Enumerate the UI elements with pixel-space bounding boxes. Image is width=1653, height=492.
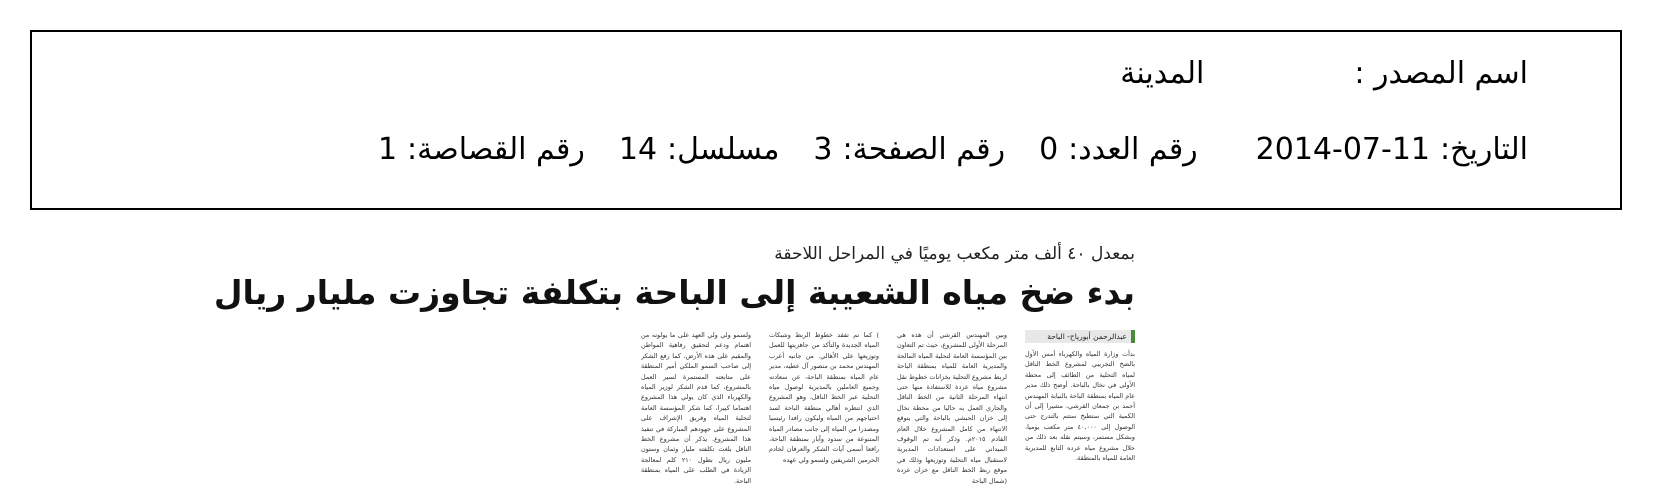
- date-label: التاريخ:: [1440, 132, 1528, 167]
- article-column-text: ولسمو ولي ولي العهد على ما يولونه من اهتمام ودعم لتحقيق رفاهية المواطن والمقيم على هذه الأرض، كما رفع الشكر إلى صاحب السمو الملكي أمير المنطقة على متابعته المستمرة لسير العمل بالمشروع، كما قدم الشكر لوزير المياه والكهرباء الذي كان يولي هذا المشروع اهتماما كبيرا، كما شكر المؤسسة العامة لتحلية المياه وفريق الإشراف على المشروع على جهودهم المباركة في تنفيذ هذا المشروع. يذكر أن مشروع الخط الناقل بلغت تكلفته مليار وثمان وستون مليون ريال بطول ٢١٠ كلم لمعالجة الزيادة في الطلب على المياه بمنطقة الباحة.: [641, 331, 751, 485]
- newspaper-clipping: [213, 238, 1135, 492]
- article-column-1: [1025, 330, 1135, 490]
- article-body: [530, 330, 1135, 492]
- article-column-3: [769, 330, 879, 490]
- article-headline: بدء ضخ مياه الشعيبة إلى الباحة بتكلفة تجاوزت مليار ريال: [213, 273, 1135, 312]
- article-column-4: [641, 330, 751, 490]
- clip-value: 1: [377, 132, 398, 167]
- article-column-text: وبين المهندس القرشي أن هذه هي المرحلة الأولى للمشروع، حيث تم التعاون بين المؤسسة العامة لتحلية المياه المالحة والمديرية العامة للمياه بمنطقة الباحة لربط مشروع التحلية بخزانات خطوط نقل مشروع مياه عردة للاستفادة منها حتى انتهاء المرحلة الثانية من الخط الناقل والجاري العمل به حاليا من محطة نخال إلى خزان الحبشي بالباحة والتي يتوقع الانتهاء من كامل المشروع خلال العام القادم ٢٠١٥م. وذكر أنه تم الوقوف الميداني على استعدادات المديرية لاستقبال مياه التحلية وتوزيعها وذلك في موقع ربط الخط الناقل مع خزان عردة (شمال الباحة: [897, 331, 1007, 485]
- article-column-2: [897, 330, 1007, 490]
- article-column-text: بدأت وزارة المياه والكهرباء أمس الأول بالضخ التجريبي لمشروع الخط الناقل لمياه التحلية من الطائف إلى محطة الأولى في نخال بالباحة. أوضح ذلك مدير عام المياه بمنطقة الباحة بالنيابة المهندس أحمد بن جمعان القرشي، مشيرا إلى أن الكمية التي ستطبخ ستتم بالتدرج حتى الوصول إلى ٤٠,٠٠٠ متر مكعب يوميا، وبشكل مستمر، وسيتم نقله بعد ذلك من خلال مشروع مياه عرده التابع للمديرية العامة للمياه بالمنطقة.: [1025, 350, 1135, 463]
- article-subheadline: بمعدل ٤٠ ألف متر مكعب يوميًا في المراحل اللاحقة: [774, 244, 1135, 264]
- page-value: 3: [813, 132, 833, 167]
- clipping-header: [30, 30, 1622, 210]
- issue-label: رقم العدد:: [1068, 132, 1198, 167]
- article-byline: عبدالرحمن أبورياح- الباحة: [1025, 330, 1135, 343]
- source-label: اسم المصدر :: [1354, 56, 1528, 91]
- issue-value: 0: [1039, 132, 1059, 167]
- meta-row: [378, 132, 1528, 167]
- article-column-text: ) كما تم تفقد خطوط الربط وشبكات المياه الجديدة والتأكد من جاهزيتها للعمل وتوزيعها على الأهالي. من جانبه أعرب المهندس محمد بن منصور آل عطيه، مدير عام المياه بمنطقة الباحة، عن سعادته وجميع العاملين بالمديرية لوصول مياه التحلية عبر الخط الناقل، وهو المشروع الذي انتظره أهالي منطقة الباحة لسد احتياجهم من المياه وليكون رافدا رئيسيا ومصدرا من المياه إلى جانب مصادر المياه المتنوعة من سدود وآبار بمنطقة الباحة، رافعا أسمى آيات الشكر والعرفان لخادم الحرمين الشريفين ولسمو ولي عهده: [769, 331, 879, 464]
- source-value: المدينة: [1120, 56, 1205, 91]
- clip-label: رقم القصاصة:: [407, 132, 585, 167]
- serial-label: مسلسل:: [667, 132, 780, 167]
- date-value: 2014-07-11: [1255, 132, 1431, 167]
- page-label: رقم الصفحة:: [842, 132, 1006, 167]
- source-row: [1120, 56, 1528, 91]
- serial-value: 14: [618, 132, 658, 167]
